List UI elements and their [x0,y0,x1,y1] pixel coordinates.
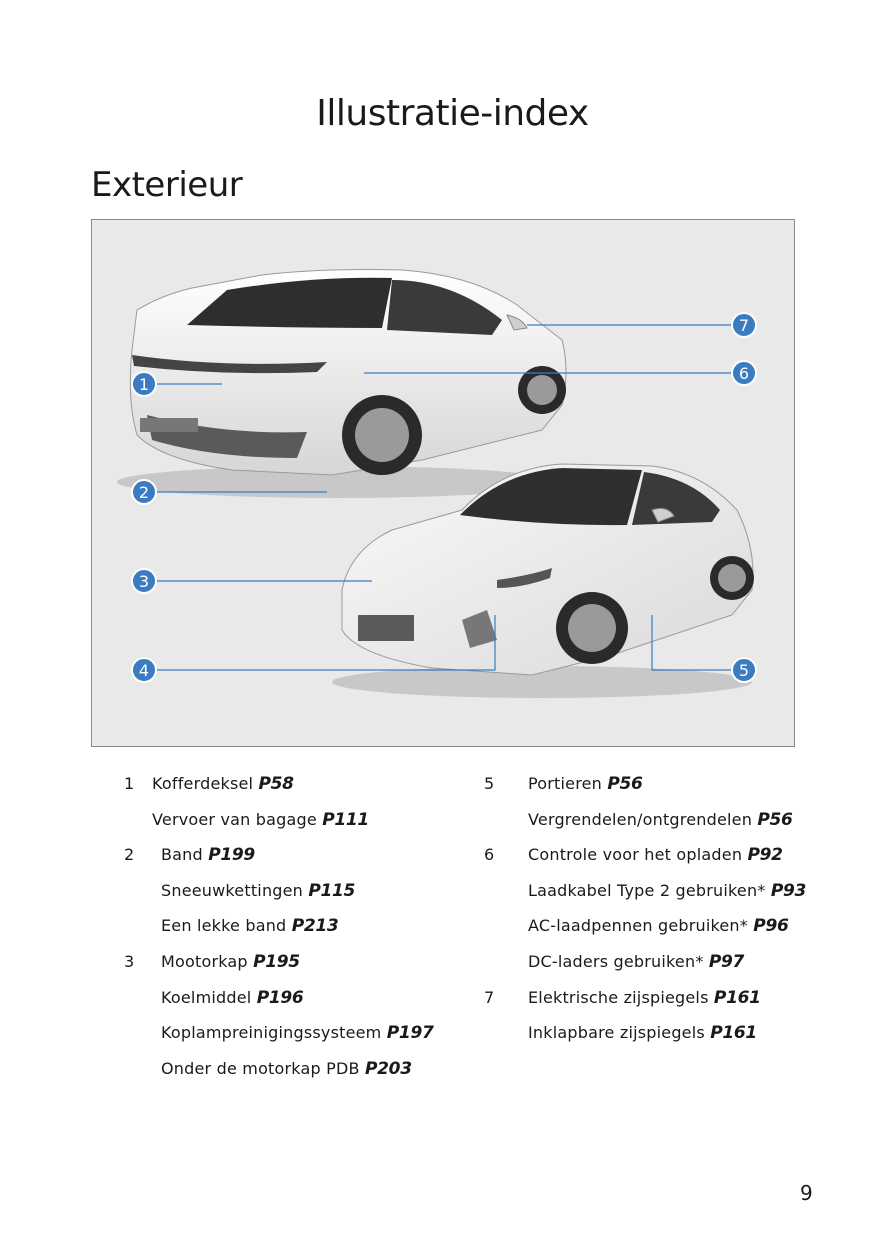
entry-text [528,770,643,798]
entry-text [528,806,793,834]
entry-text [161,984,303,1012]
entry-label: DC-laders gebruiken* [528,951,704,971]
entry-label: Inklapbare zijspiegels [528,1023,705,1043]
entry-text [528,1019,757,1047]
page-reference-link[interactable]: P97 [708,951,745,972]
page-reference-link[interactable]: P195 [253,951,300,972]
front-car-drawing [332,464,754,698]
entry-label: Koelmiddel [161,987,252,1007]
entry-label: Controle voor het opladen [528,845,743,865]
page-reference-link[interactable]: P213 [291,916,339,937]
svg-text:4: 4 [138,661,150,680]
entry-label: Sneeuwkettingen [161,880,304,900]
page-reference-link[interactable]: P96 [753,916,789,937]
page-reference-link[interactable]: P199 [208,845,255,866]
svg-text:5: 5 [738,661,750,680]
entry-label: Laadkabel Type 2 gebruiken* [528,880,766,900]
callout-5 [732,658,756,682]
page-reference-link[interactable]: P58 [258,774,294,794]
entry-text [152,806,369,834]
exterior-illustration [91,219,795,747]
page-reference-link[interactable]: P111 [322,809,369,830]
page-reference-link[interactable]: P56 [757,809,793,830]
entry-text [161,1019,434,1047]
svg-text:3: 3 [138,572,150,591]
entry-label: Portieren [528,774,603,793]
entry-number: 3 [124,951,135,971]
entry-label: Kofferdeksel [152,774,254,793]
entry-label: Onder de motorkap PDB [161,1058,360,1078]
entry-number: 2 [124,845,135,865]
entry-text [528,984,761,1012]
page-reference-link[interactable]: P56 [607,774,643,794]
entry-label: Vervoer van bagage [152,809,317,829]
entry-text [528,912,789,940]
entry-text [161,841,255,869]
callout-1 [132,372,156,396]
page-reference-link[interactable]: P93 [770,880,807,901]
section-title: Exterieur [91,165,243,205]
page-reference-link[interactable]: P203 [364,1058,412,1079]
svg-text:6: 6 [738,364,750,383]
entry-number: 6 [484,845,495,865]
entry-text [152,770,294,798]
svg-text:1: 1 [138,375,150,394]
entry-text [161,877,355,905]
page-number: 9 [800,1181,813,1205]
page-reference-link[interactable]: P196 [256,987,304,1008]
entry-text [528,877,806,905]
entry-text [528,948,744,976]
page-reference-link[interactable]: P92 [747,845,783,866]
entry-number: 5 [484,774,495,793]
svg-text:2: 2 [138,483,150,502]
entry-label: Koplampreinigingssysteem [161,1023,382,1043]
entry-text [161,948,300,976]
entry-label: Mootorkap [161,951,248,971]
callout-2 [132,480,156,504]
entry-text [528,841,783,869]
entry-label: Vergrendelen/ontgrendelen [528,809,753,829]
entry-label: Band [161,845,203,865]
entry-label: AC-laadpennen gebruiken* [528,916,748,936]
page-reference-link[interactable]: P161 [713,987,761,1008]
svg-text:7: 7 [738,316,750,335]
entry-number: 1 [124,774,135,793]
callout-4 [132,658,156,682]
entry-text [161,1055,412,1083]
page-reference-link[interactable]: P197 [386,1023,434,1044]
entry-text [161,912,338,940]
callout-7 [732,313,756,337]
callout-3 [132,569,156,593]
entry-number: 7 [484,987,495,1007]
page-reference-link[interactable]: P161 [710,1023,757,1044]
page-reference-link[interactable]: P115 [308,880,356,901]
callout-6 [732,361,756,385]
page-title: Illustratie-index [316,93,589,134]
entry-label: Elektrische zijspiegels [528,987,709,1007]
entry-label: Een lekke band [161,916,287,936]
